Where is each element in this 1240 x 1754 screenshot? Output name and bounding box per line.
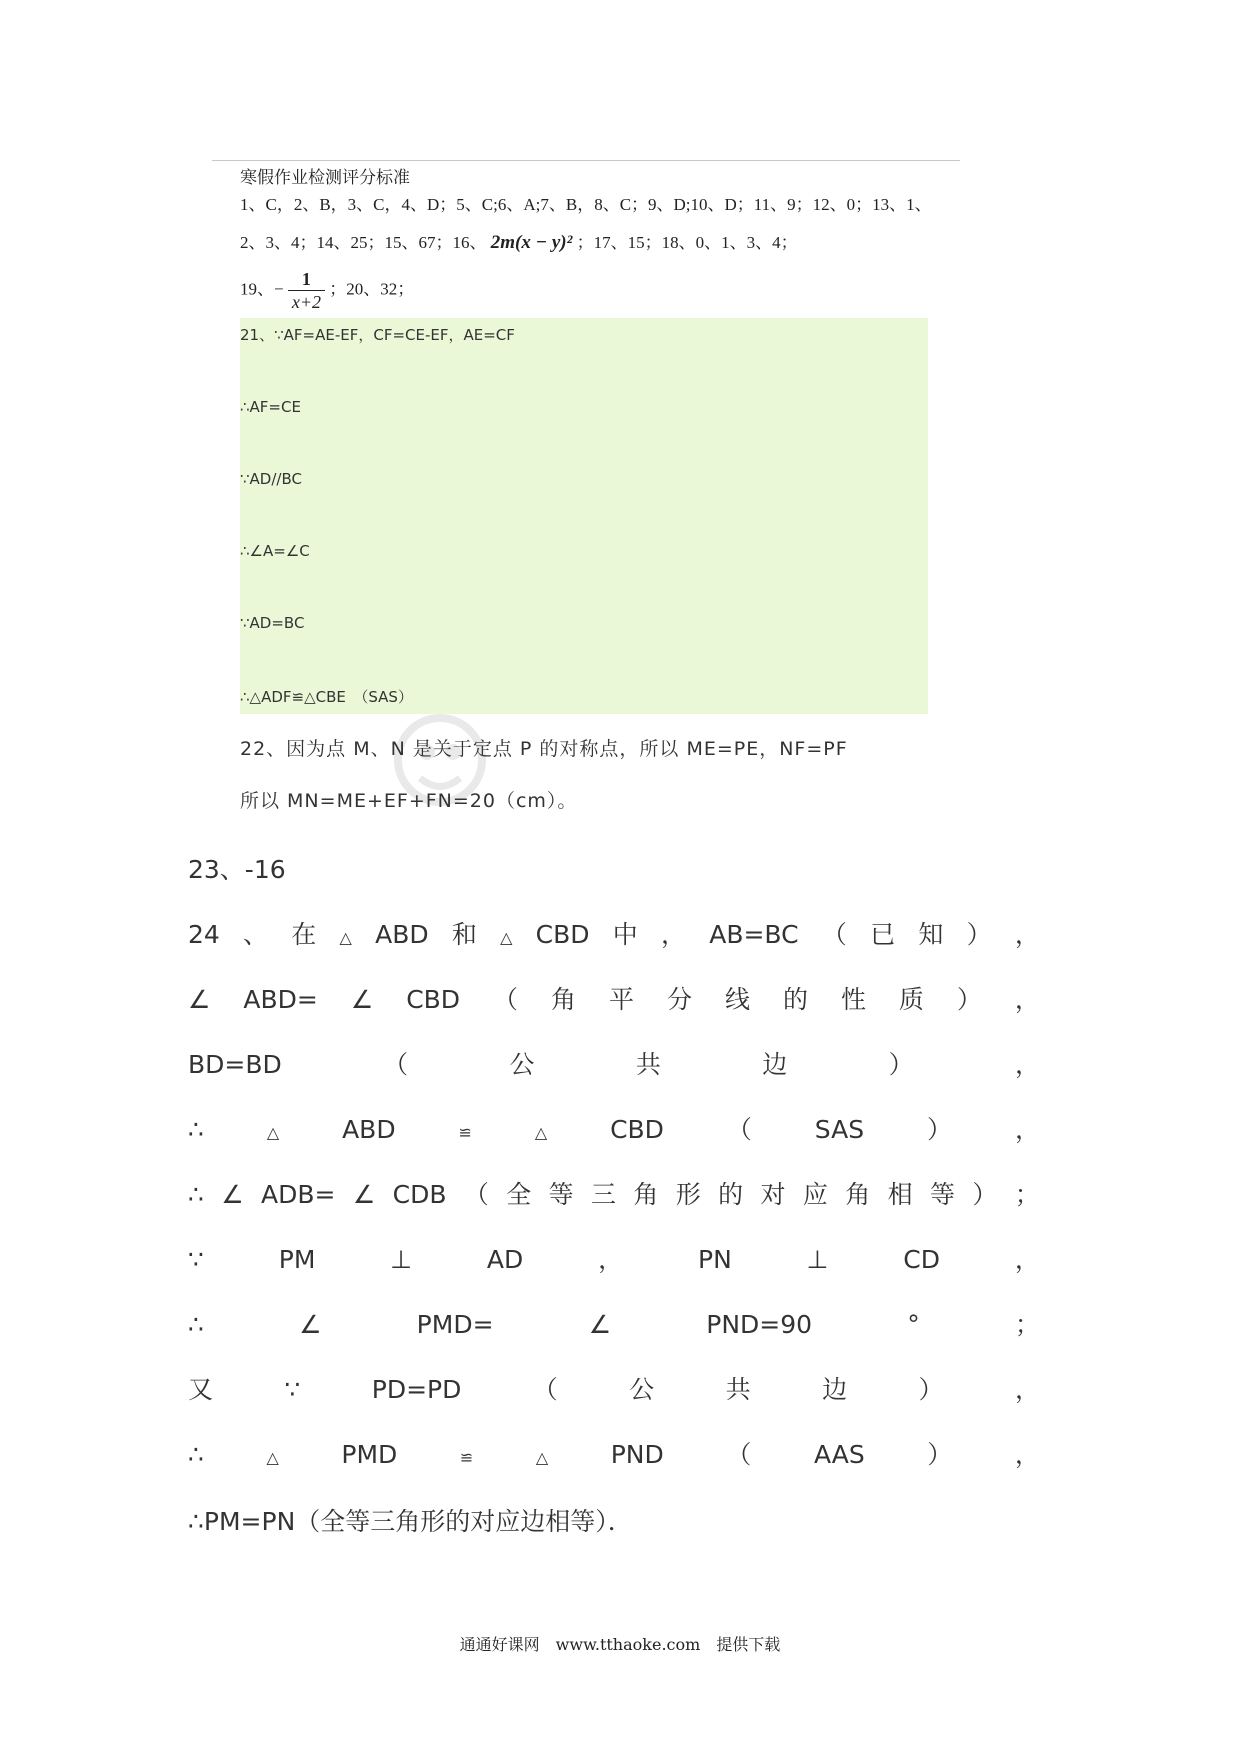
answers-line-3 [240, 268, 414, 313]
q24-token: ∴ [188, 1310, 204, 1339]
q24-row [188, 1175, 1040, 1211]
q24-token: ≌ [458, 1123, 472, 1142]
q24-token: ∠ [221, 1180, 244, 1209]
answers-line-2 [240, 228, 798, 254]
answers-line-2-a: 2、3、4；14、25；15、67；16、 [240, 233, 487, 252]
q24-token: ） [888, 1050, 914, 1079]
footer-text: 通通好课网 www.tthaoke.com 提供下载 [459, 1635, 781, 1654]
q24-token: ADB= [261, 1180, 336, 1209]
q24-token: （ [726, 1115, 752, 1144]
q24-token: CBD [535, 920, 590, 949]
q22-line-1: 22、因为点 M、N 是关于定点 P 的对称点，所以 ME=PE，NF=PF [240, 738, 848, 760]
q24-row [188, 1305, 1040, 1341]
q24-token: AB=BC [709, 920, 799, 949]
q24-token: 知 [918, 920, 944, 949]
q24-token: ∵ [284, 1375, 301, 1404]
answers-line-1: 1、C，2、B，3、C，4、D；5、C;6、A;7、B，8、C；9、D;10、D；11、9；12、0；13、1、 [240, 195, 932, 214]
q24-token: 的 [718, 1180, 744, 1209]
q24-token: （ [726, 1440, 752, 1469]
q24-token: 对 [760, 1180, 786, 1209]
q24-row [188, 1435, 1040, 1471]
q24-token: 相 [887, 1180, 913, 1209]
q24-token: （ [383, 1050, 409, 1079]
q24-token: ， [1014, 1115, 1040, 1144]
answers-line-3-b: ；20、32； [329, 279, 415, 299]
q24-token: 24 [188, 920, 220, 949]
q24-token: 公 [629, 1375, 655, 1404]
q24-token: △ [339, 928, 352, 947]
q24-token: △ [534, 1123, 548, 1142]
q24-token: SAS [814, 1115, 865, 1144]
q24-token: 又 [188, 1375, 214, 1404]
q24-token: 平 [609, 985, 635, 1014]
q24-row [188, 915, 1040, 951]
q24-token: 中 [612, 920, 638, 949]
q24-token: 性 [840, 985, 866, 1014]
fraction-denominator: x+2 [291, 292, 321, 312]
q24-token: 线 [724, 985, 750, 1014]
q24-token: ， [1014, 920, 1040, 949]
q24-token: CD [903, 1245, 941, 1274]
q24-token: ∠ [588, 1310, 612, 1339]
q24-token: BD=BD [188, 1050, 282, 1079]
q24-token: 等 [548, 1180, 574, 1209]
q24-token: ， [1014, 1050, 1040, 1079]
page-title: 寒假作业检测评分标准 [240, 168, 410, 187]
q24-token: 、 [243, 920, 269, 949]
q24-token: CBD [610, 1115, 664, 1144]
answers-line-3-a: 19、− [240, 279, 284, 299]
q24-token: ABD [342, 1115, 396, 1144]
q24-token: ∠ [350, 985, 374, 1014]
q24-token: 在 [291, 920, 317, 949]
q24-token: ABD= [243, 985, 318, 1014]
q24-token: ∴ [188, 1180, 204, 1209]
q21-line-4: ∴∠A=∠C [240, 542, 310, 560]
q24-token: 边 [762, 1050, 788, 1079]
q24-token: ∴ [188, 1440, 204, 1469]
q24-token: （ [821, 920, 847, 949]
q24-token: 三 [590, 1180, 616, 1209]
q21-line-6: ∴△ADF≌△CBE （SAS） [240, 688, 413, 706]
q23-answer: 23、-16 [188, 855, 286, 884]
q24-token: △ [500, 928, 513, 947]
q24-token: 共 [635, 1050, 661, 1079]
q24-token: ） [956, 985, 982, 1014]
fraction-numerator: 1 [288, 268, 325, 291]
q24-token: 的 [782, 985, 808, 1014]
q24-token: 共 [725, 1375, 751, 1404]
q24-token: 角 [845, 1180, 871, 1209]
q24-token: ∵ [188, 1245, 204, 1274]
q24-token: 分 [666, 985, 692, 1014]
q24-token: ， [660, 920, 686, 949]
q24-token: 等 [929, 1180, 955, 1209]
q24-token: ， [598, 1245, 624, 1274]
q24-last-line: ∴PM=PN（全等三角形的对应边相等）． [188, 1507, 633, 1536]
q24-token: PM [278, 1245, 316, 1274]
q24-token: PND=90 [706, 1310, 813, 1339]
q24-token: ， [1014, 1375, 1040, 1404]
q24-token: ） [966, 920, 992, 949]
q24-token: △ [266, 1448, 279, 1467]
q21-line-1: 21、∵AF=AE-EF，CF=CE-EF，AE=CF [240, 326, 515, 344]
q24-token: ； [1014, 1180, 1040, 1209]
q24-token: 形 [675, 1180, 701, 1209]
q24-token: 角 [551, 985, 577, 1014]
q21-line-3: ∵AD//BC [240, 470, 302, 488]
q24-token: 角 [633, 1180, 659, 1209]
q24-token: ≌ [459, 1448, 474, 1467]
q24-token: ∠ [352, 1180, 376, 1209]
q24-token: △ [266, 1123, 280, 1142]
q24-row [188, 1110, 1040, 1146]
q24-token: AAS [813, 1440, 865, 1469]
answers-line-2-b: ；17、15；18、0、1、3、4； [576, 233, 798, 252]
q24-token: ∠ [188, 985, 211, 1014]
q24-token: PMD [341, 1440, 398, 1469]
q24-token: ABD [375, 920, 429, 949]
q24-token: ） [972, 1180, 998, 1209]
expression-16: 2m(x − y)² [490, 232, 573, 253]
q24-token: △ [535, 1448, 549, 1467]
q24-token: （ [493, 985, 519, 1014]
q24-token: （ [532, 1375, 558, 1404]
top-rule [212, 160, 960, 161]
q24-token: 公 [509, 1050, 535, 1079]
q24-token: ° [907, 1310, 920, 1339]
q21-line-5: ∵AD=BC [240, 614, 305, 632]
q24-token: 边 [822, 1375, 848, 1404]
q24-token: PD=PD [371, 1375, 462, 1404]
q24-token: ∠ [299, 1310, 322, 1339]
q24-token: ） [927, 1115, 953, 1144]
q24-token: （ [463, 1180, 489, 1209]
q24-token: 已 [870, 920, 896, 949]
q24-token: ， [1014, 985, 1040, 1014]
q24-token: 全 [506, 1180, 532, 1209]
q24-token: ； [1014, 1310, 1040, 1339]
q24-token: ） [918, 1375, 944, 1404]
q24-token: PND [610, 1440, 664, 1469]
q24-token: PN [698, 1245, 732, 1274]
q24-row [188, 1240, 1040, 1276]
q24-token: ， [1014, 1245, 1040, 1274]
q24-token: ⊥ [390, 1245, 413, 1274]
q24-row [188, 1045, 1040, 1081]
q24-token: CDB [392, 1180, 447, 1209]
q24-token: PMD= [416, 1310, 494, 1339]
q24-token: CBD [406, 985, 461, 1014]
q24-token: ） [927, 1440, 953, 1469]
q22-line-2: 所以 MN=ME+EF+FN=20（cm）。 [240, 790, 578, 812]
q24-token: 质 [898, 985, 924, 1014]
q24-token: ∴ [188, 1115, 204, 1144]
q24-token: ， [1014, 1440, 1040, 1469]
q24-row [188, 1370, 1040, 1406]
q24-token: ⊥ [806, 1245, 829, 1274]
q21-line-2: ∴AF=CE [240, 398, 301, 416]
q24-token: 和 [451, 920, 477, 949]
q24-token: AD [486, 1245, 524, 1274]
q24-token: 应 [802, 1180, 828, 1209]
q24-row [188, 980, 1040, 1016]
q21-highlight-box [240, 318, 928, 714]
fraction-19 [288, 268, 325, 313]
